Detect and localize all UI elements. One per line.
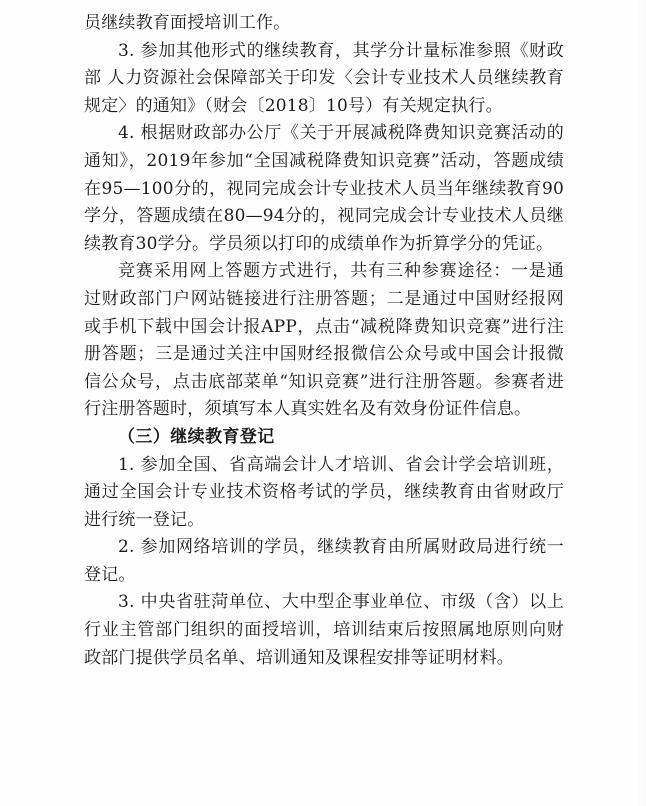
paragraph-item-4: 4. 根据财政部办公厅《关于开展减税降费知识竞赛活动的通知》，2019年参加“全国减税降费知识竞赛”活动，答题成绩在95—100分的，视同完成会计专业技术人员当年继续教育90学分，答题成绩在80—94分的，视同完成会计专业技术人员继续教育30学分。学员须以打印的成绩单作为折算学分的凭证。 bbox=[84, 123, 564, 254]
scan-edge-shadow bbox=[636, 0, 646, 806]
continued-paragraph: 员继续教育面授培训工作。 bbox=[84, 13, 291, 33]
competition-paragraph: 竞赛采用网上答题方式进行，共有三种参赛途径：一是通过财政部门户网站链接进行注册答题；二是通过中国财经报网或手机下载中国会计报APP，点击“减税降费知识竞赛”进行注册答题；三是通过关注中国财经报微信公众号或中国会计报微信公众号，点击底部菜单“知识竞赛”进行注册答题。参赛者进行注册答题时，须填写本人真实姓名及有效身份证件信息。 bbox=[84, 261, 564, 420]
registration-item-1: 1. 参加全国、省高端会计人才培训、省会计学会培训班，通过全国会计专业技术资格考试的学员，继续教育由省财政厅进行统一登记。 bbox=[84, 454, 564, 530]
paragraph-item-3: 3. 参加其他形式的继续教育，其学分计量标准参照《财政部 人力资源社会保障部关于印发〈会计专业技术人员继续教育规定〉的通知》（财会〔2018〕10号）有关规定执行。 bbox=[84, 40, 564, 116]
registration-item-2: 2. 参加网络培训的学员，继续教育由所属财政局进行统一登记。 bbox=[84, 537, 564, 585]
document-body bbox=[84, 10, 564, 672]
registration-item-3: 3. 中央省驻菏单位、大中型企事业单位、市级（含）以上行业主管部门组织的面授培训，培训结束后按照属地原则向财政部门提供学员名单、培训通知及课程安排等证明材料。 bbox=[84, 592, 564, 668]
section-heading: （三）继续教育登记 bbox=[118, 426, 275, 447]
